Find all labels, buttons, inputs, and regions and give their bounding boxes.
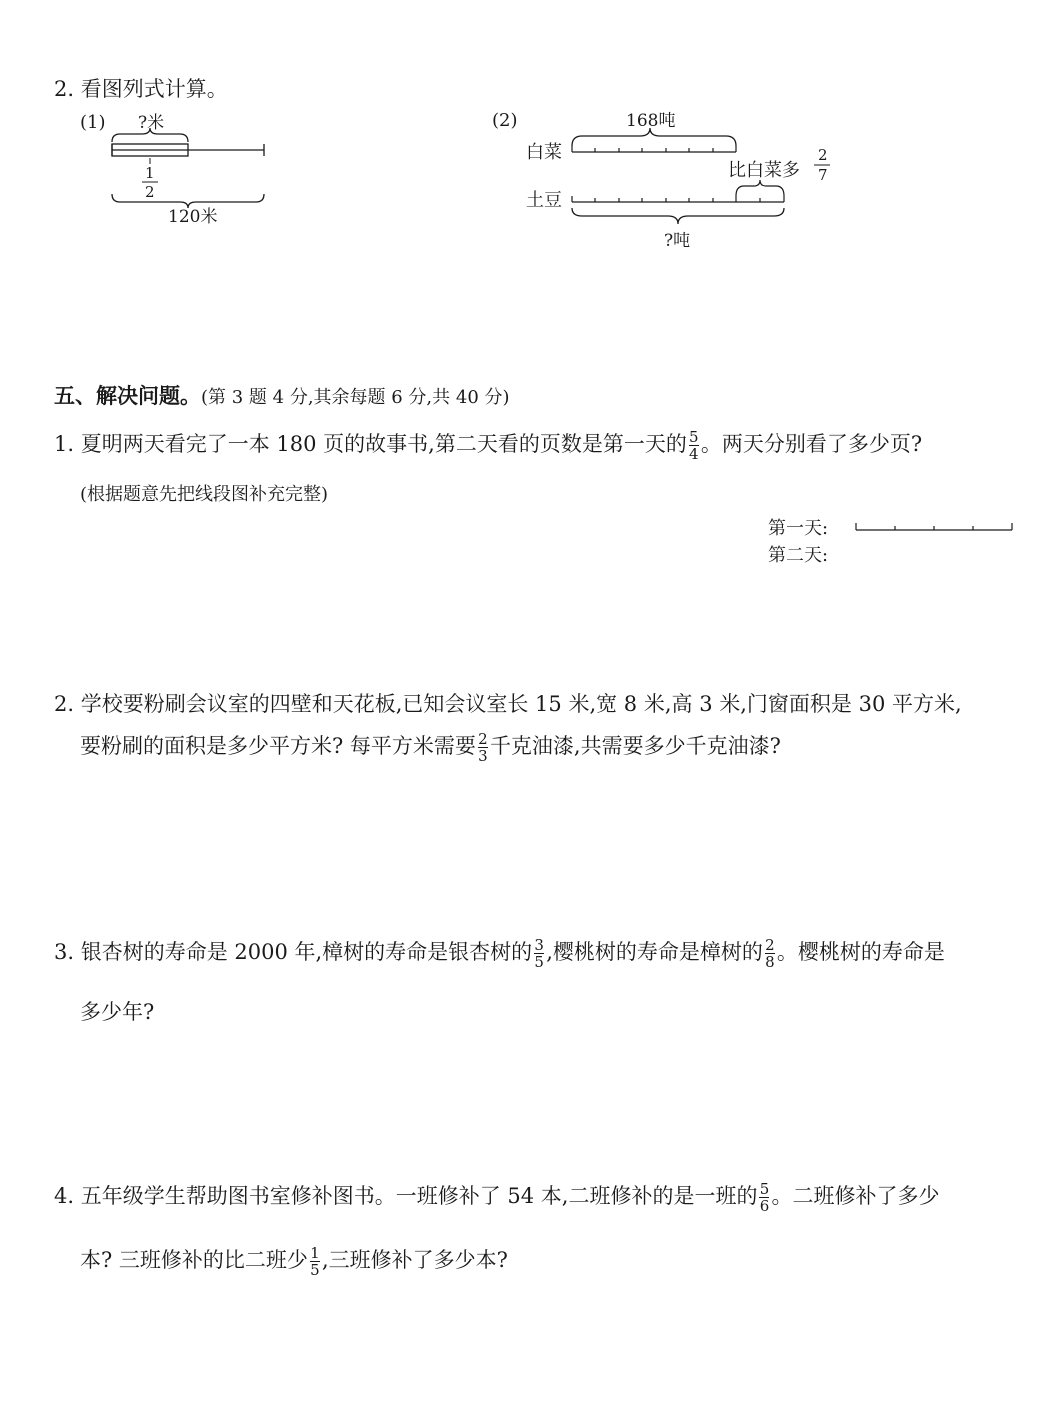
figure-1-frac-num: 1 xyxy=(145,164,155,182)
figure-1-label: (1) xyxy=(80,112,106,133)
figure-2-row2-label: 土豆 xyxy=(526,190,562,211)
problem-4-fraction-2: $\frac{1}{5}$ xyxy=(310,1244,320,1279)
figure-2-more-label: 比白菜多 xyxy=(728,160,800,181)
figure-2-diagram xyxy=(492,104,852,254)
figure-1-bottom-label: 120米 xyxy=(168,207,218,227)
figure-2-more-den: 7 xyxy=(818,166,828,184)
problem-3-line-1: 3. 银杏树的寿命是 2000 年,樟树的寿命是银杏树的 $\frac{3}{5}$ ,樱桃树的寿命是樟树的 $\frac{2}{8}$ 。樱桃树的寿命是 xyxy=(54,936,945,971)
problem-2-line-1: 2. 学校要粉刷会议室的四壁和天花板,已知会议室长 15 米,宽 8 米,高 3 米,门窗面积是 30 平方米, xyxy=(54,692,962,716)
problem-1-fraction: $\frac{5}{4}$ xyxy=(689,428,699,463)
problem-4-fraction-1: $\frac{5}{6}$ xyxy=(759,1180,770,1215)
figure-1-frac-den: 2 xyxy=(145,183,155,201)
section-5-heading xyxy=(54,380,510,410)
problem-1-note: (根据题意先把线段图补充完整) xyxy=(80,484,329,505)
figure-1 xyxy=(80,108,280,232)
figure-2-more-num: 2 xyxy=(818,146,828,164)
figure-2-bottom-brace xyxy=(572,208,784,224)
section-5-note: (第 3 题 4 分,其余每题 6 分,共 40 分) xyxy=(201,387,510,408)
day-1-segment xyxy=(852,518,1018,542)
day-1-label: 第一天: xyxy=(768,518,829,539)
problem-3-fraction-1: $\frac{3}{5}$ xyxy=(534,936,544,971)
figure-1-bottom-brace xyxy=(112,194,264,208)
problem-4-line-2: 本? 三班修补的比二班少 $\frac{1}{5}$ ,三班修补了多少本? xyxy=(80,1244,508,1279)
figure-2-row1-ticks xyxy=(572,146,736,152)
figure-2-bottom-label: ?吨 xyxy=(664,231,691,251)
problem-2-line-2: 要粉刷的面积是多少平方米? 每平方米需要 $\frac{2}{3}$ 千克油漆,共需要多少千克油漆? xyxy=(80,730,781,765)
figure-2-extra-brace xyxy=(736,180,784,196)
figure-2-label: (2) xyxy=(492,110,518,131)
figure-2-top-label: 168吨 xyxy=(626,111,676,131)
problem-3-line-2: 多少年? xyxy=(80,1000,155,1024)
problem-3-fraction-2: $\frac{2}{8}$ xyxy=(765,936,775,971)
problem-4-line-1: 4. 五年级学生帮助图书室修补图书。一班修补了 54 本,二班修补的是一班的 $\frac{5}{6}$ 。二班修补了多少 xyxy=(54,1180,940,1215)
section-5-title: 五、解决问题。 xyxy=(54,383,201,408)
figure-2-row2-ticks xyxy=(572,196,784,202)
day-2-label: 第二天: xyxy=(768,545,829,566)
figure-2 xyxy=(492,104,852,258)
problem-1 xyxy=(54,428,922,462)
problem-2-fraction: $\frac{2}{3}$ xyxy=(478,730,488,765)
figure-1-diagram xyxy=(80,108,280,228)
problem-1-text-b: 。两天分别看了多少页? xyxy=(700,432,923,456)
figure-2-row1-label: 白菜 xyxy=(526,142,562,163)
figure-1-top-brace xyxy=(112,128,188,142)
figure-1-top-label: ?米 xyxy=(138,113,165,133)
question-2-title: 2. 看图列式计算。 xyxy=(54,77,228,101)
problem-1-text-a: 1. 夏明两天看完了一本 180 页的故事书,第二天看的页数是第一天的 xyxy=(54,432,687,456)
